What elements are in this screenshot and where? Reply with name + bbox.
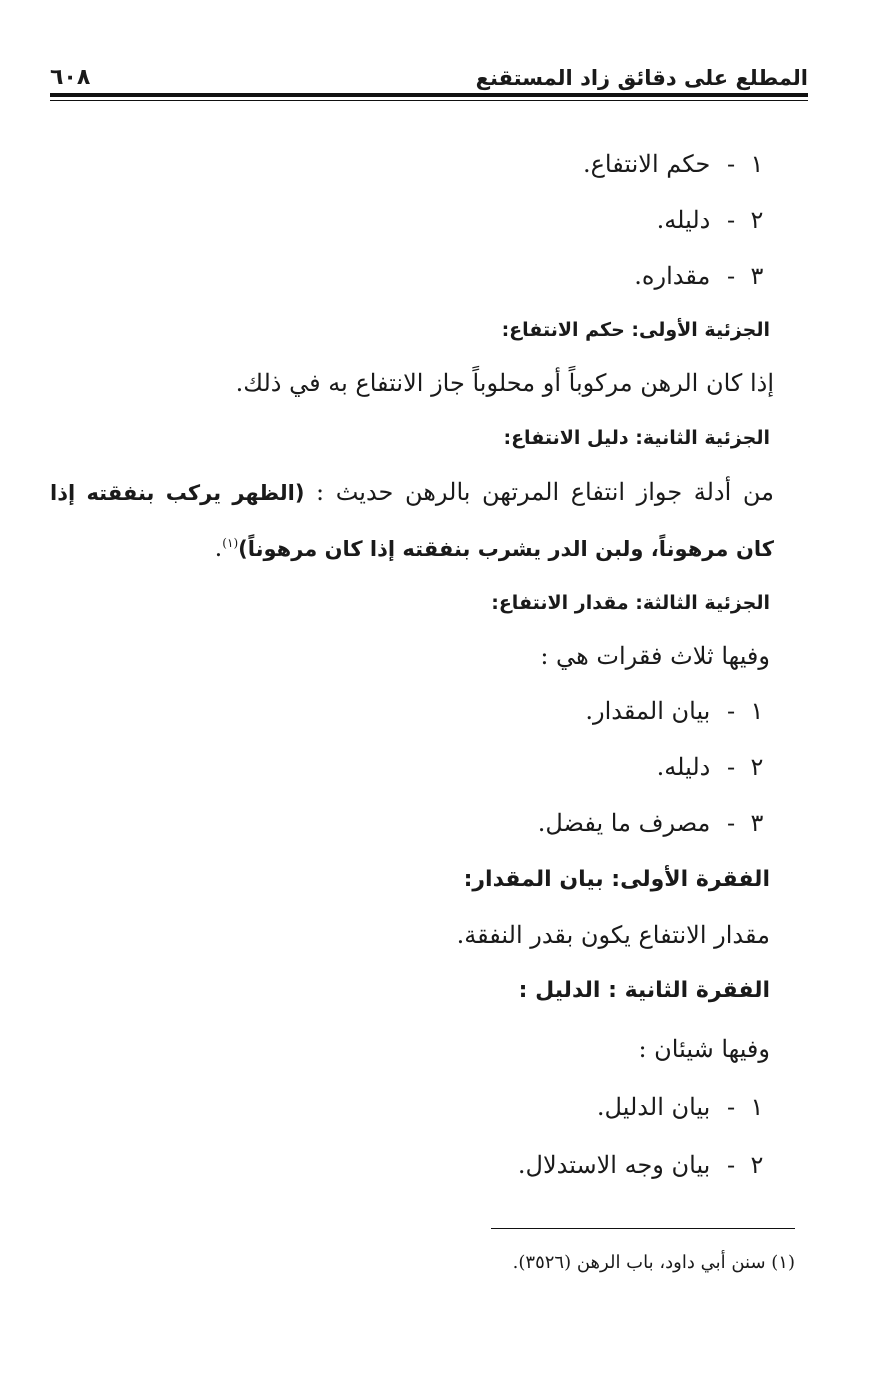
list-item: ٢- بيان وجه الاستدلال.: [517, 1151, 764, 1179]
footnote-separator: [491, 1228, 795, 1229]
subsection-heading: الفقرة الأولى: بيان المقدار:: [463, 867, 770, 892]
page-header: [50, 56, 808, 92]
subsection-heading: الفقرة الثانية : الدليل :: [518, 978, 770, 1003]
list-item: ٢- دليله.: [656, 206, 764, 234]
list-item: ٢- دليله.: [656, 753, 764, 781]
header-rule-thin: [50, 100, 808, 101]
page-number: ٦٠٨: [50, 65, 91, 90]
paragraph: وفيها ثلاث فقرات هي :: [540, 642, 770, 670]
paragraph: إذا كان الرهن مركوباً أو محلوباً جاز الانتفاع به في ذلك.: [235, 369, 774, 397]
hadith-text-1: (الظهر يركب بنفقته إذا كان: [50, 481, 774, 561]
list-item: ١- حكم الانتفاع.: [582, 150, 764, 178]
section-heading: الجزئية الثانية: دليل الانتفاع:: [503, 427, 770, 449]
header-rule-thick: [50, 93, 808, 97]
running-title: المطلع على دقائق زاد المستقنع: [475, 66, 808, 90]
paragraph: وفيها شيئان :: [638, 1035, 770, 1063]
list-item: ١- بيان الدليل.: [596, 1093, 764, 1121]
hadith-paragraph: من أدلة جواز انتفاع المرتهن بالرهن حديث : (الظهر يركب بنفقته إذا كان مرهوناً، ولبن الدر يشرب بنفقته إذا كان مرهوناً)$^{(١)}$.: [50, 478, 774, 562]
paragraph: مقدار الانتفاع يكون بقدر النفقة.: [456, 921, 770, 949]
list-item: ١- بيان المقدار.: [585, 697, 764, 725]
section-heading: الجزئية الثالثة: مقدار الانتفاع:: [491, 592, 770, 614]
hadith-text-2: مرهوناً، ولبن الدر يشرب بنفقته إذا كان مرهوناً): [238, 537, 729, 561]
page-body: [50, 136, 774, 1194]
footnote: (١) سنن أبي داود، باب الرهن (٣٥٢٦).: [512, 1252, 795, 1273]
hadith-intro: من أدلة جواز انتفاع المرتهن بالرهن حديث :: [316, 478, 774, 506]
footnote-ref: (١): [222, 536, 239, 550]
list-item: ٣- مصرف ما يفضل.: [537, 809, 764, 837]
section-heading: الجزئية الأولى: حكم الانتفاع:: [501, 319, 770, 341]
list-item: ٣- مقداره.: [634, 262, 764, 290]
